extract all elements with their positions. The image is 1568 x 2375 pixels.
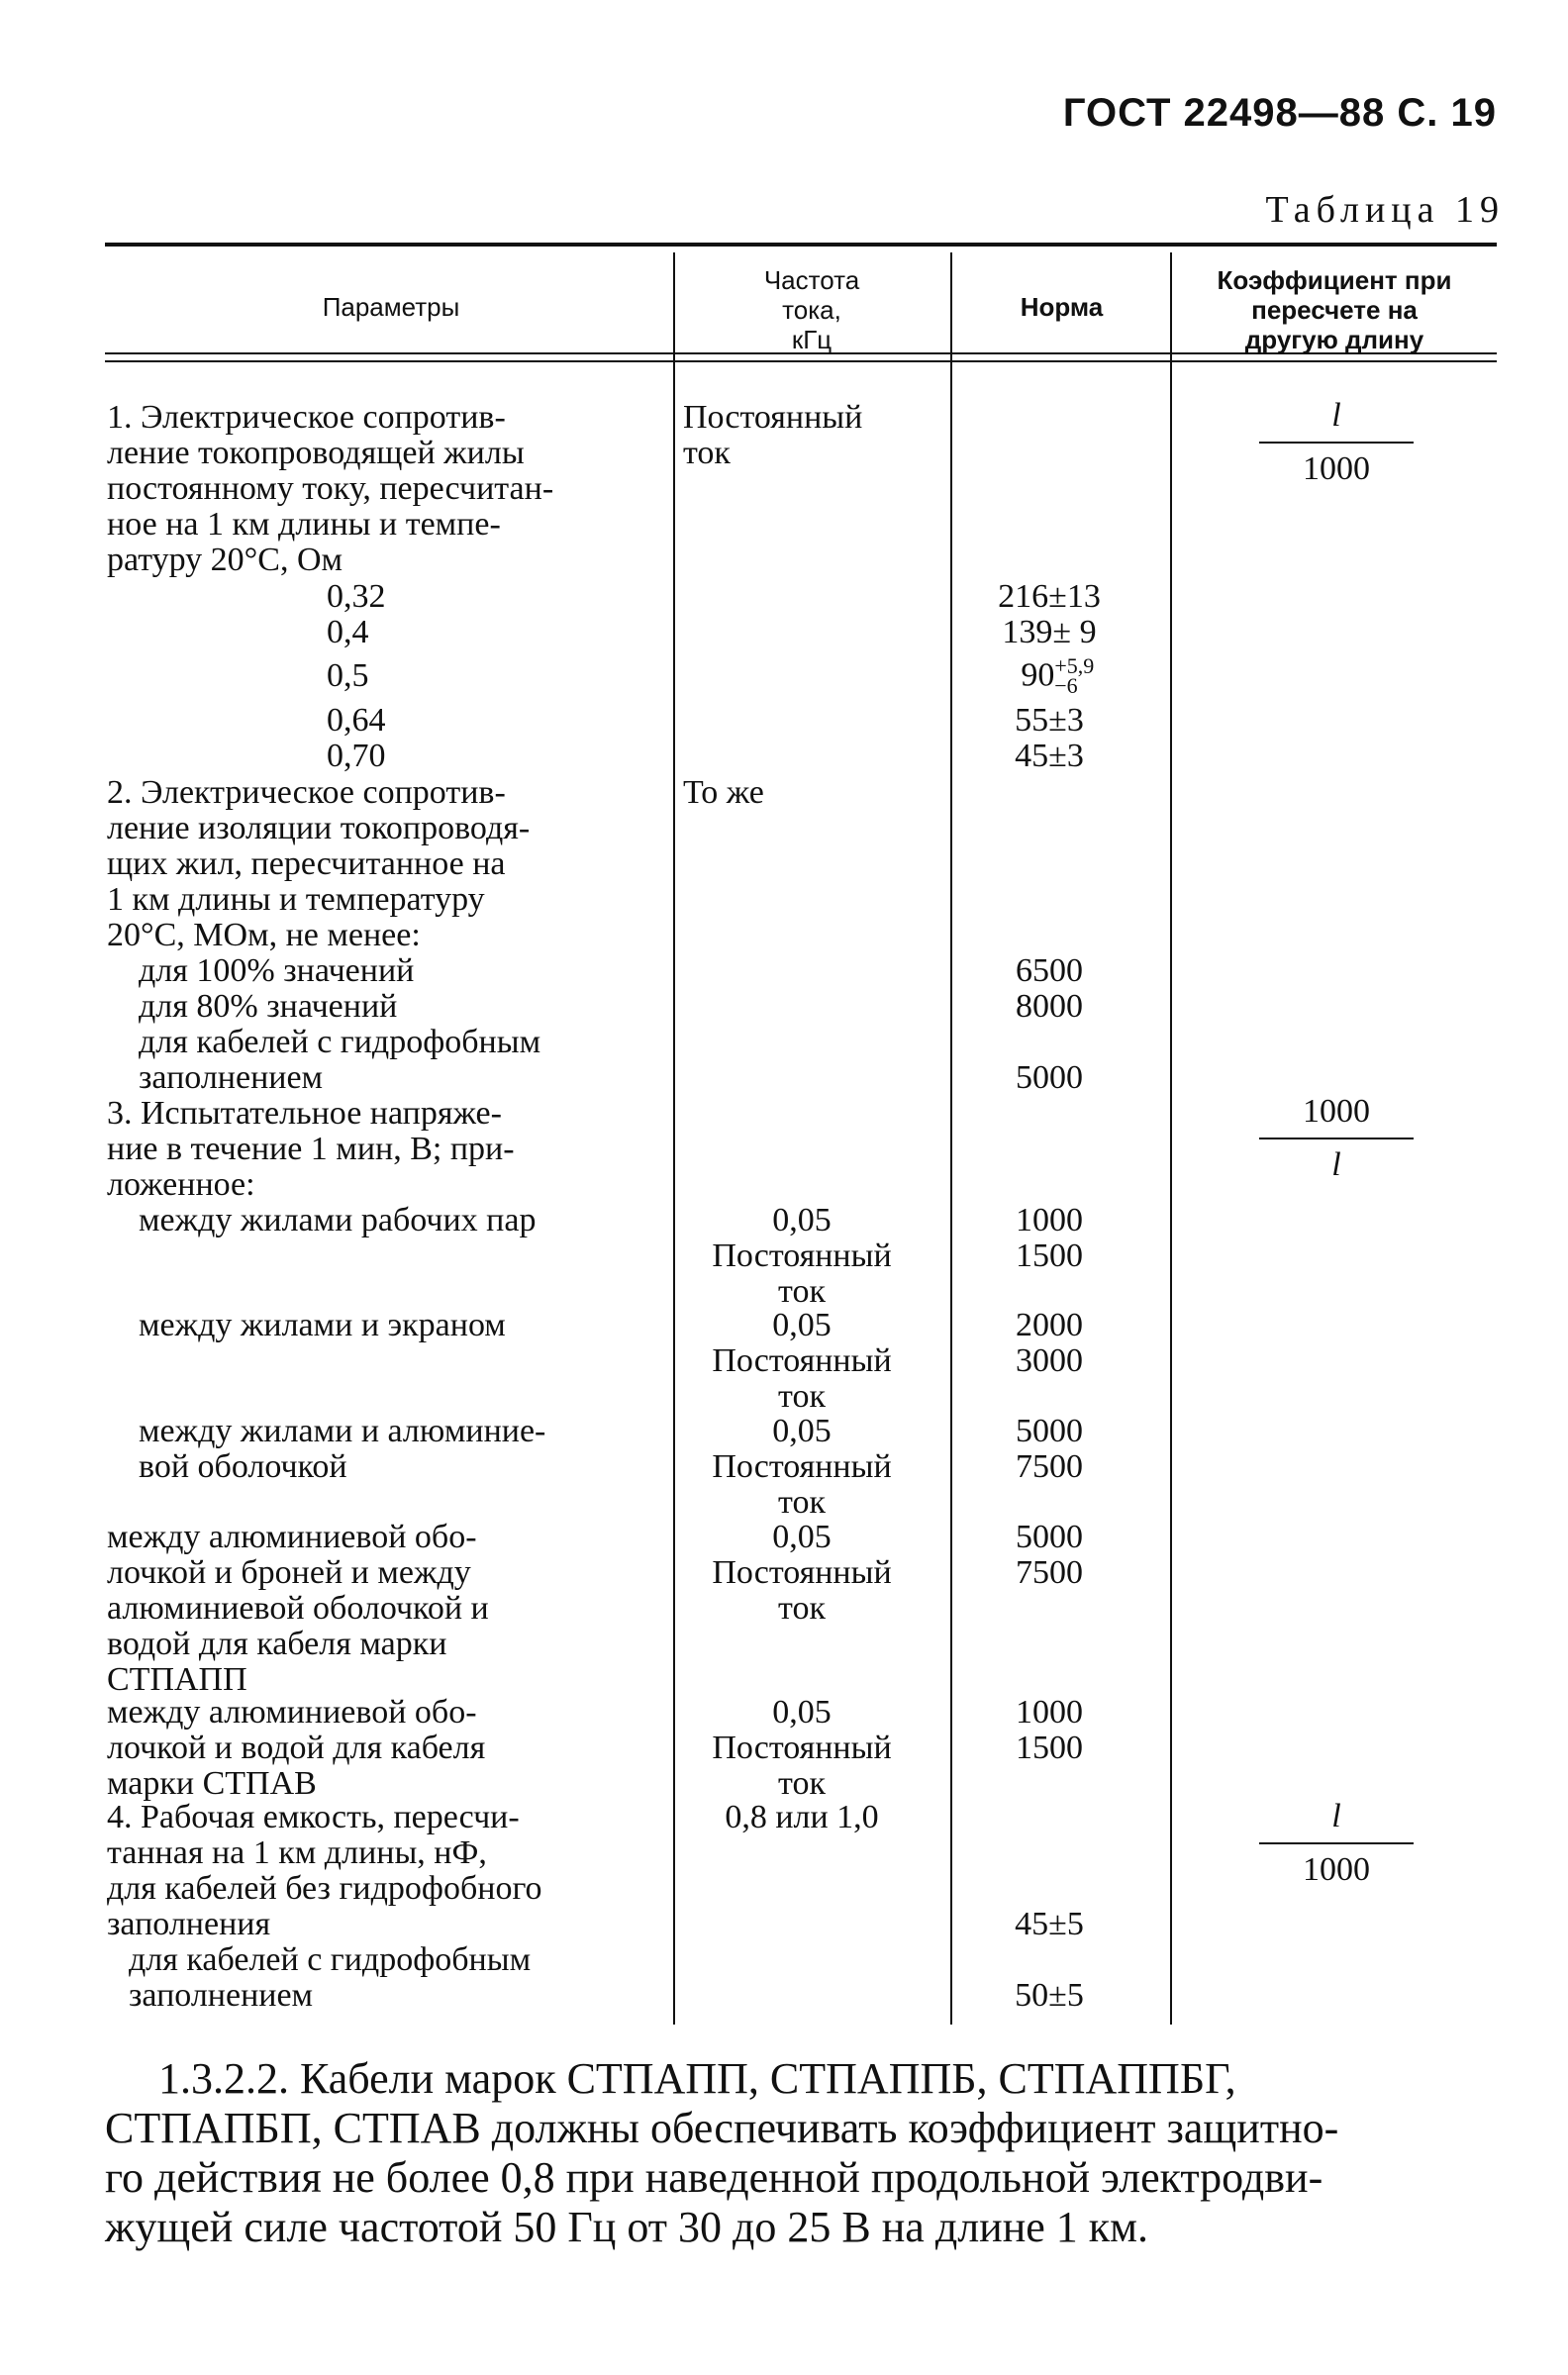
norm-3c: 5000 7500	[1016, 1413, 1083, 1485]
norm-3d: 5000 7500	[1016, 1519, 1083, 1591]
diameter-label: 0,70	[327, 738, 386, 774]
coef-4-numerator: l	[1331, 1798, 1341, 1834]
freq-3e: 0,05 Постоянный ток	[712, 1694, 892, 1802]
diameter-label: 0,5	[327, 657, 369, 694]
page-header: ГОСТ 22498—88 С. 19	[1062, 91, 1497, 135]
table-top-rule	[105, 243, 1497, 247]
freq-3a: 0,05 Постоянный ток	[712, 1202, 892, 1310]
param-3: 3. Испытательное напряже- ние в течение 1 мин, В; при- ложенное:	[107, 1095, 515, 1203]
norm-value: 6500	[1016, 952, 1083, 989]
table-caption: Таблица 19	[1265, 189, 1505, 231]
norm-value: 5000	[1016, 1059, 1083, 1096]
norm-value: 45±3	[1015, 738, 1084, 774]
norm-3b: 2000 3000	[1016, 1307, 1083, 1379]
coef-1-denominator: 1000	[1303, 450, 1370, 487]
diameter-label: 0,4	[327, 614, 369, 650]
coef-1-numerator: l	[1331, 397, 1341, 434]
param-3d: между алюминиевой обо- лочкой и броней и между алюминиевой оболочкой и водой для кабеля марки СТПАПП	[107, 1519, 489, 1698]
param-2b: для 80% значений	[139, 988, 398, 1025]
param-3c: между жилами и алюминие- вой оболочкой	[139, 1413, 546, 1485]
fraction-bar	[1259, 1138, 1414, 1139]
col-divider-1	[673, 252, 675, 2025]
fraction-bar	[1259, 1842, 1414, 1844]
coef-3	[1237, 1092, 1435, 1185]
norm-4a: 50±5	[1015, 1977, 1084, 2014]
norm-4: 45±5	[1015, 1906, 1084, 1942]
paragraph-line: го действия не более 0,8 при наведенной продольной электродви-	[105, 2153, 1323, 2202]
diameter-label: 0,64	[327, 702, 386, 739]
col-header-coef: Коэффициент при пересчете на другую длину	[1217, 265, 1452, 354]
paragraph-line: СТПАПБП, СТПАВ должны обеспечивать коэффициент защитно-	[105, 2104, 1339, 2152]
freq-3b: 0,05 Постоянный ток	[712, 1307, 892, 1415]
norm-3a: 1000 1500	[1016, 1202, 1083, 1274]
norm-value-with-tolerance: $90^{+5,9}_{-6}$	[1021, 653, 1095, 699]
norm-value: 55±3	[1015, 702, 1084, 739]
coef-4-denominator: 1000	[1303, 1851, 1370, 1888]
freq-3d: 0,05 Постоянный ток	[712, 1519, 892, 1627]
param-4: 4. Рабочая емкость, пересчи- танная на 1 км длины, нФ, для кабелей без гидрофобного заполнения	[107, 1799, 542, 1942]
param-1: 1. Электрическое сопротив- ление токопроводящей жилы постоянному току, пересчитан- ное на 1 км длины и темпе- ратуру 20°С, Ом	[107, 399, 554, 578]
body-paragraph	[105, 2054, 1501, 2252]
freq-1: Постоянный ток	[683, 399, 863, 471]
coef-4	[1237, 1797, 1435, 1890]
norm-value: 8000	[1016, 988, 1083, 1025]
param-2a: для 100% значений	[139, 952, 415, 989]
col-divider-3	[1170, 252, 1172, 2025]
col-header-freq: Частота тока, кГц	[763, 265, 860, 354]
norm-value: 139± 9	[1002, 614, 1097, 650]
coef-3-denominator: l	[1331, 1146, 1341, 1183]
table-header-rule-2	[105, 360, 1497, 362]
coef-3-numerator: 1000	[1303, 1093, 1370, 1130]
col-header-norm: Норма	[1020, 292, 1104, 322]
col-header-params: Параметры	[322, 292, 460, 322]
param-3b: между жилами и экраном	[139, 1307, 506, 1343]
paragraph-line: жущей силе частотой 50 Гц от 30 до 25 В на длине 1 км.	[105, 2203, 1149, 2251]
param-3a: между жилами рабочих пар	[139, 1202, 537, 1238]
param-2: 2. Электрическое сопротив- ление изоляции токопроводя- щих жил, пересчитанное на 1 км длины и температуру 20°С, МОм, не менее:	[107, 774, 531, 953]
fraction-bar	[1259, 442, 1414, 444]
freq-4: 0,8 или 1,0	[725, 1799, 879, 1835]
param-2c: для кабелей с гидрофобным заполнением	[139, 1024, 541, 1096]
freq-3c: 0,05 Постоянный ток	[712, 1413, 892, 1521]
param-4a: для кабелей с гидрофобным заполнением	[129, 1941, 532, 2014]
diameter-label: 0,32	[327, 578, 386, 615]
paragraph-line: 1.3.2.2. Кабели марок СТПАПП, СТПАППБ, СТПАППБГ,	[158, 2054, 1236, 2103]
norm-value: 216±13	[998, 578, 1101, 615]
norm-3e: 1000 1500	[1016, 1694, 1083, 1766]
param-3e: между алюминиевой обо- лочкой и водой для кабеля марки СТПАВ	[107, 1694, 486, 1802]
coef-1	[1237, 396, 1435, 489]
freq-2: То же	[683, 774, 764, 811]
